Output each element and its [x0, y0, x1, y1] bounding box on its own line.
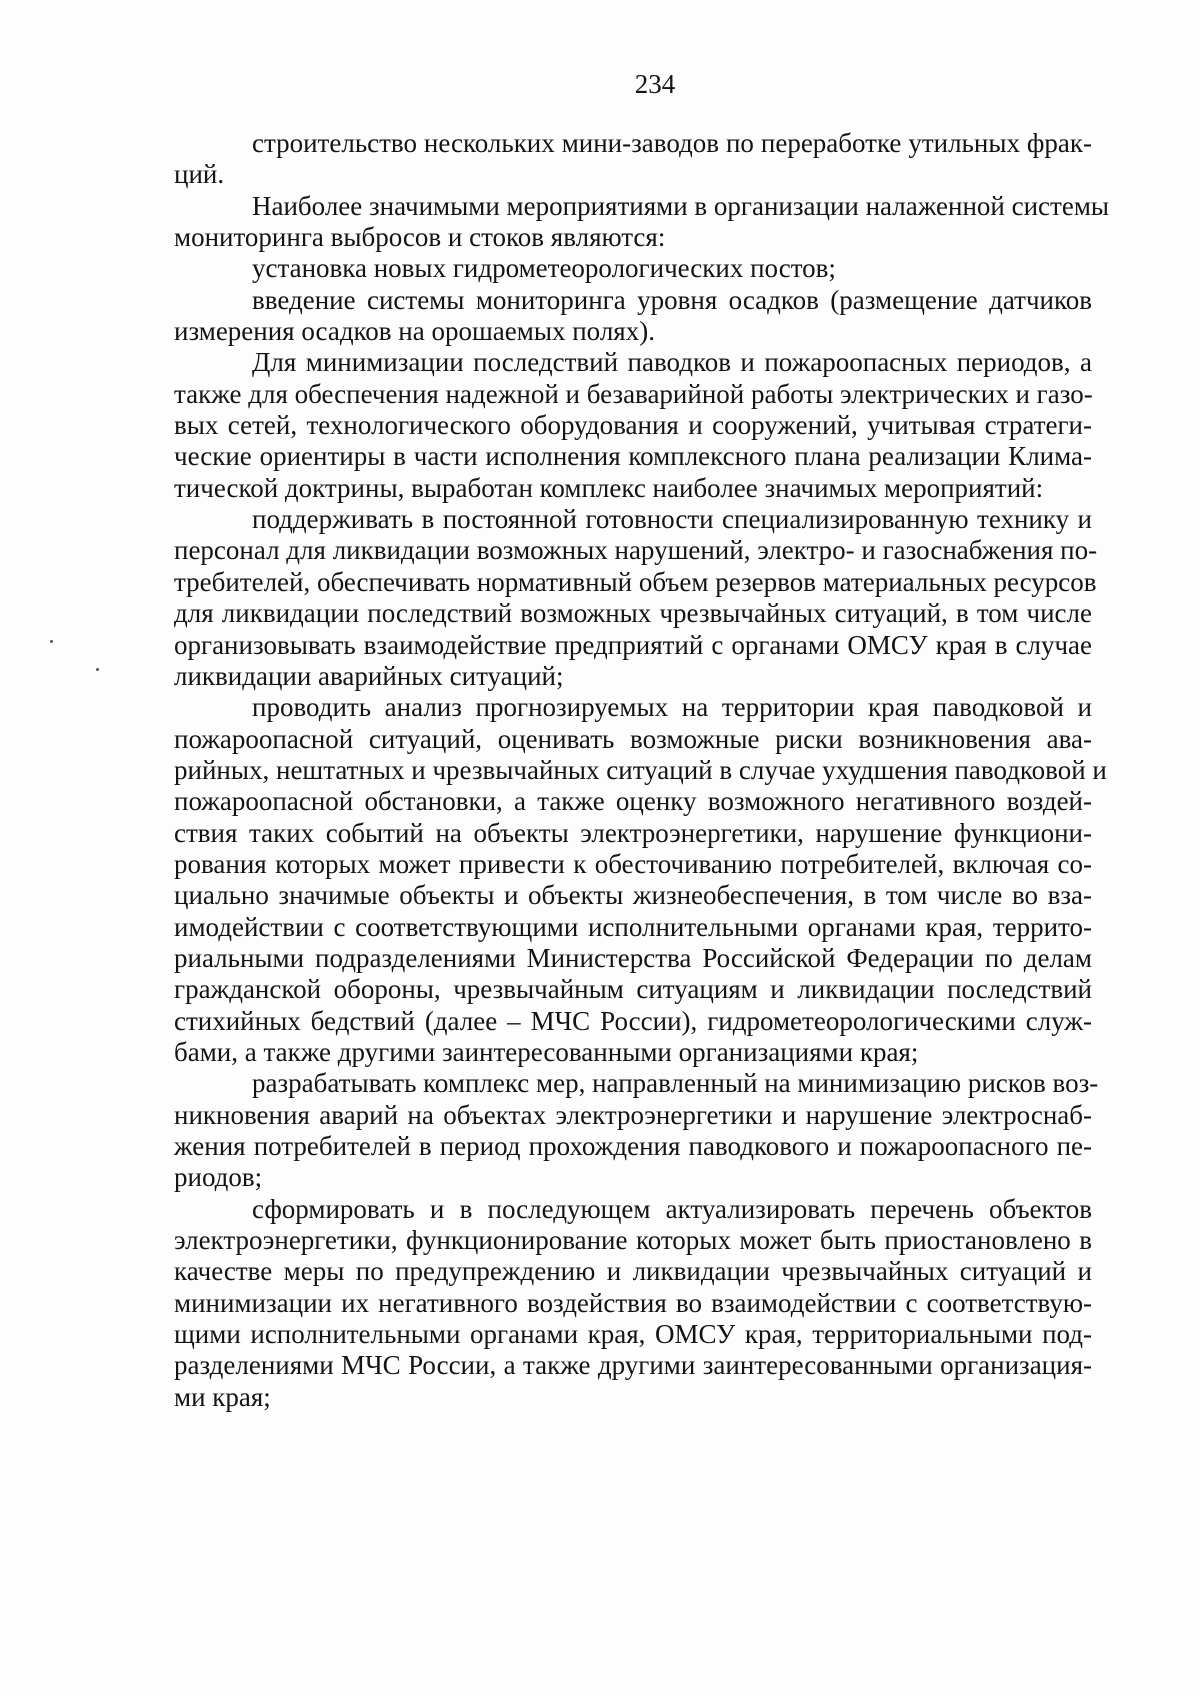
text-line: ствия таких событий на объекты электроэнергетики, нарушение функциони-	[174, 817, 1092, 848]
text-line: персонал для ликвидации возможных нарушений, электро- и газоснабжения по-	[174, 535, 1098, 566]
text-line: никновения аварий на объектах электроэнергетики и нарушение электроснаб-	[174, 1099, 1092, 1130]
text-line: измерения осадков на орошаемых полях).	[174, 316, 655, 347]
text-line: минимизации их негативного воздействия во взаимодействии с соответствую-	[174, 1287, 1092, 1318]
text-line: ликвидации аварийных ситуаций;	[174, 660, 564, 691]
text-line: качестве меры по предупреждению и ликвидации чрезвычайных ситуаций и	[174, 1256, 1092, 1287]
text-line: тической доктрины, выработан комплекс наиболее значимых мероприятий:	[174, 472, 1044, 503]
text-line: электроэнергетики, функционирование которых может быть приостановлено в	[174, 1225, 1092, 1256]
text-line: разделениями МЧС России, а также другими заинтересованными организация-	[174, 1350, 1092, 1381]
text-line: поддерживать в постоянной готовности специализированную технику и	[252, 504, 1092, 535]
text-line: вых сетей, технологического оборудования и сооружений, учитывая стратеги-	[174, 410, 1092, 441]
text-line: рийных, нештатных и чрезвычайных ситуаций в случае ухудшения паводковой и	[174, 754, 1107, 785]
text-line: также для обеспечения надежной и безаварийной работы электрических и газо-	[174, 378, 1093, 409]
text-line: циально значимые объекты и объекты жизнеобеспечения, в том числе во вза-	[174, 880, 1092, 911]
text-line: риодов;	[174, 1162, 263, 1193]
text-line: для ликвидации последствий возможных чрезвычайных ситуаций, в том числе	[174, 598, 1092, 629]
text-line: введение системы мониторинга уровня осадков (размещение датчиков	[252, 284, 1092, 315]
text-line: риальными подразделениями Министерства Российской Федерации по делам	[174, 942, 1092, 973]
scan-speck	[50, 640, 53, 643]
text-line: ций.	[174, 159, 225, 190]
text-line: щими исполнительными органами края, ОМСУ края, территориальными под-	[174, 1319, 1092, 1350]
text-line: сформировать и в последующем актуализировать перечень объектов	[252, 1193, 1092, 1224]
text-line: проводить анализ прогнозируемых на территории края паводковой и	[252, 692, 1092, 723]
text-line: мониторинга выбросов и стоков являются:	[174, 222, 666, 253]
scan-speck	[96, 668, 99, 671]
text-line: жения потребителей в период прохождения паводкового и пожароопасного пе-	[174, 1131, 1092, 1161]
text-line: пожароопасной обстановки, а также оценку возможного негативного воздей-	[174, 786, 1092, 817]
text-line: ческие ориентиры в части исполнения комплексного плана реализации Клима-	[174, 441, 1092, 472]
text-line: Для минимизации последствий паводков и пожароопасных периодов, а	[252, 347, 1092, 378]
document-body	[174, 128, 1110, 1413]
text-line: пожароопасной ситуаций, оценивать возможные риски возникновения ава-	[174, 723, 1092, 754]
text-line: установка новых гидрометеорологических постов;	[252, 253, 836, 284]
text-line: имодействии с соответствующими исполнительными органами края, террито-	[174, 911, 1092, 942]
text-line: ми края;	[174, 1381, 271, 1412]
text-line: Наиболее значимыми мероприятиями в организации налаженной системы	[252, 190, 1110, 221]
text-line: требителей, обеспечивать нормативный объем резервов материальных ресурсов	[174, 566, 1097, 597]
text-line: рования которых может привести к обесточиванию потребителей, включая со-	[174, 848, 1092, 879]
text-line: стихийных бедствий (далее – МЧС России), гидрометеорологическими служ-	[174, 1005, 1092, 1036]
text-line: организовывать взаимодействие предприятий с органами ОМСУ края в случае	[174, 629, 1092, 660]
text-line: бами, а также другими заинтересованными организациями края;	[174, 1036, 919, 1067]
text-line: гражданской обороны, чрезвычайным ситуациям и ликвидации последствий	[174, 974, 1092, 1005]
page-number: 234	[634, 69, 676, 99]
text-line: строительство нескольких мини-заводов по переработке утильных фрак-	[252, 128, 1092, 158]
text-line: разрабатывать комплекс мер, направленный на минимизацию рисков воз-	[252, 1068, 1099, 1099]
